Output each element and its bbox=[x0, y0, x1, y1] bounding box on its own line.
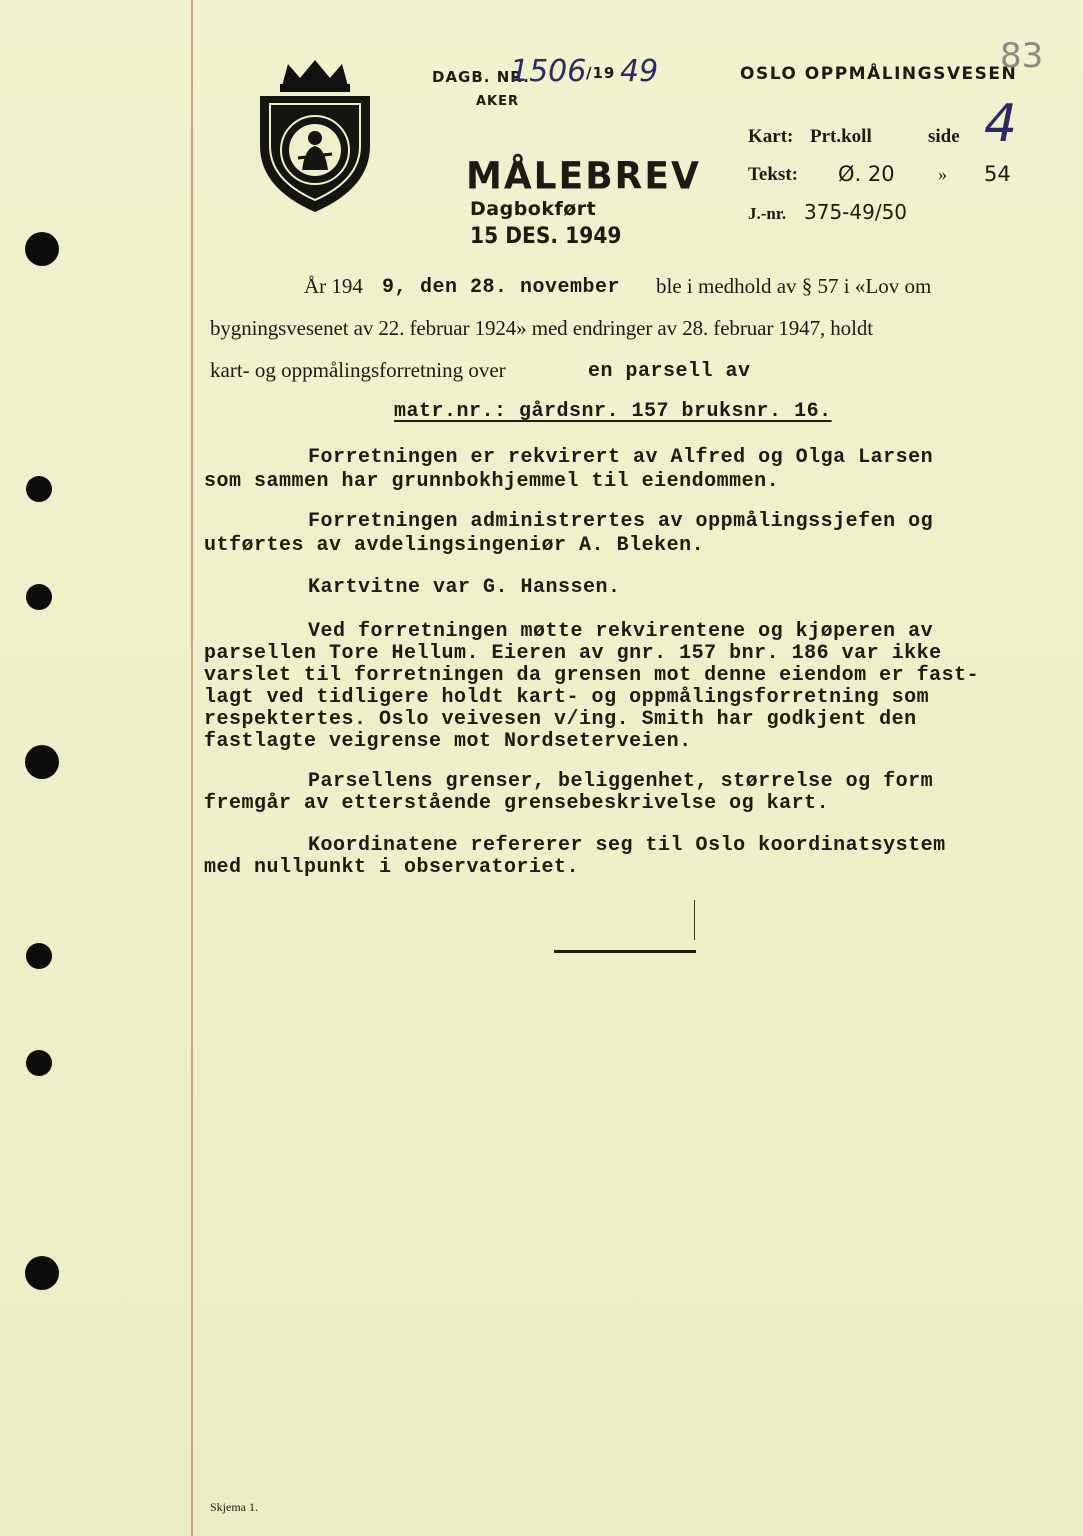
closing-rule bbox=[554, 950, 696, 953]
punch-hole bbox=[25, 745, 59, 779]
punch-hole bbox=[25, 1256, 59, 1290]
dagbok-number: 1506 bbox=[510, 54, 587, 89]
paragraph-line: fremgår av etterstående grensebeskrivelse og kart. bbox=[204, 792, 830, 815]
intro-line-2: bygningsvesenet av 22. februar 1924» med endringer av 28. februar 1947, holdt bbox=[210, 316, 873, 340]
page-number: 83 bbox=[1000, 36, 1044, 76]
dagbok-year-prefix: /19 bbox=[586, 64, 616, 82]
paragraph-line: utførtes av avdelingsingeniør A. Bleken. bbox=[204, 534, 705, 557]
punch-hole bbox=[26, 476, 52, 502]
side-value: 4 bbox=[984, 94, 1018, 154]
intro-line-1: ble i medhold av § 57 i «Lov om bbox=[656, 274, 932, 298]
paragraph-line: Forretningen administrertes av oppmålingssjefen og bbox=[308, 510, 934, 533]
dagbok-label: DAGB. NR. bbox=[432, 68, 530, 86]
registered-stamp: Dagbokført bbox=[470, 198, 597, 220]
paragraph-line: fastlagte veigrense mot Nordseterveien. bbox=[204, 730, 692, 753]
paragraph-line: parsellen Tore Hellum. Eieren av gnr. 157 bnr. 186 var ikke bbox=[204, 642, 942, 665]
oslo-seal-icon bbox=[250, 58, 380, 218]
stamp-date: 15 DES. 1949 bbox=[470, 224, 622, 249]
paragraph-line: som sammen har grunnbokhjemmel til eiendommen. bbox=[204, 470, 780, 493]
closing-tick bbox=[694, 900, 695, 940]
punch-hole bbox=[26, 1050, 52, 1076]
intro-line-3-fill: en parsell av bbox=[588, 360, 751, 383]
punch-hole bbox=[25, 232, 59, 266]
intro-year-prefix: År 194 bbox=[304, 274, 363, 298]
paragraph-line: med nullpunkt i observatoriet. bbox=[204, 856, 580, 879]
paragraph-line: Parsellens grenser, beliggenhet, størrelse og form bbox=[308, 770, 934, 793]
document-title: MÅLEBREV bbox=[466, 154, 701, 199]
paragraph-line: respektertes. Oslo veivesen v/ing. Smith har godkjent den bbox=[204, 708, 917, 731]
jnr-label: J.-nr. bbox=[748, 204, 787, 223]
side-label: side bbox=[928, 126, 960, 147]
intro-year-digit: 9, bbox=[382, 276, 408, 299]
tekst-page: 54 bbox=[984, 162, 1011, 186]
kart-value: Prt.koll bbox=[810, 126, 872, 147]
tekst-label: Tekst: bbox=[748, 164, 798, 185]
intro-date: den 28. november bbox=[420, 276, 621, 299]
paragraph-line: Koordinatene refererer seg til Oslo koordinatsystem bbox=[308, 834, 946, 857]
aker-label: AKER bbox=[476, 94, 520, 109]
tekst-value: Ø. 20 bbox=[838, 162, 895, 186]
paragraph-line: Ved forretningen møtte rekvirentene og kjøperen av bbox=[308, 620, 934, 643]
paragraph-line: Forretningen er rekvirert av Alfred og Olga Larsen bbox=[308, 446, 934, 469]
paragraph-line: varslet til forretningen da grensen mot denne eiendom er fast- bbox=[204, 664, 980, 687]
jnr-value: 375-49/50 bbox=[804, 200, 908, 224]
tekst-ditto-mark: » bbox=[938, 164, 947, 184]
office-name: OSLO OPPMÅLINGSVESEN bbox=[740, 64, 1018, 84]
punch-hole bbox=[26, 943, 52, 969]
property-number: matr.nr.: gårdsnr. 157 bruksnr. 16. bbox=[394, 400, 832, 423]
kart-label: Kart: bbox=[748, 126, 794, 147]
margin-line bbox=[191, 0, 193, 1536]
paragraph-line: lagt ved tidligere holdt kart- og oppmålingsforretning som bbox=[204, 686, 930, 709]
paragraph-line: Kartvitne var G. Hanssen. bbox=[308, 576, 621, 599]
intro-line-3: kart- og oppmålingsforretning over bbox=[210, 358, 506, 382]
dagbok-year: 49 bbox=[620, 54, 659, 89]
form-number: Skjema 1. bbox=[210, 1500, 258, 1514]
punch-hole bbox=[26, 584, 52, 610]
